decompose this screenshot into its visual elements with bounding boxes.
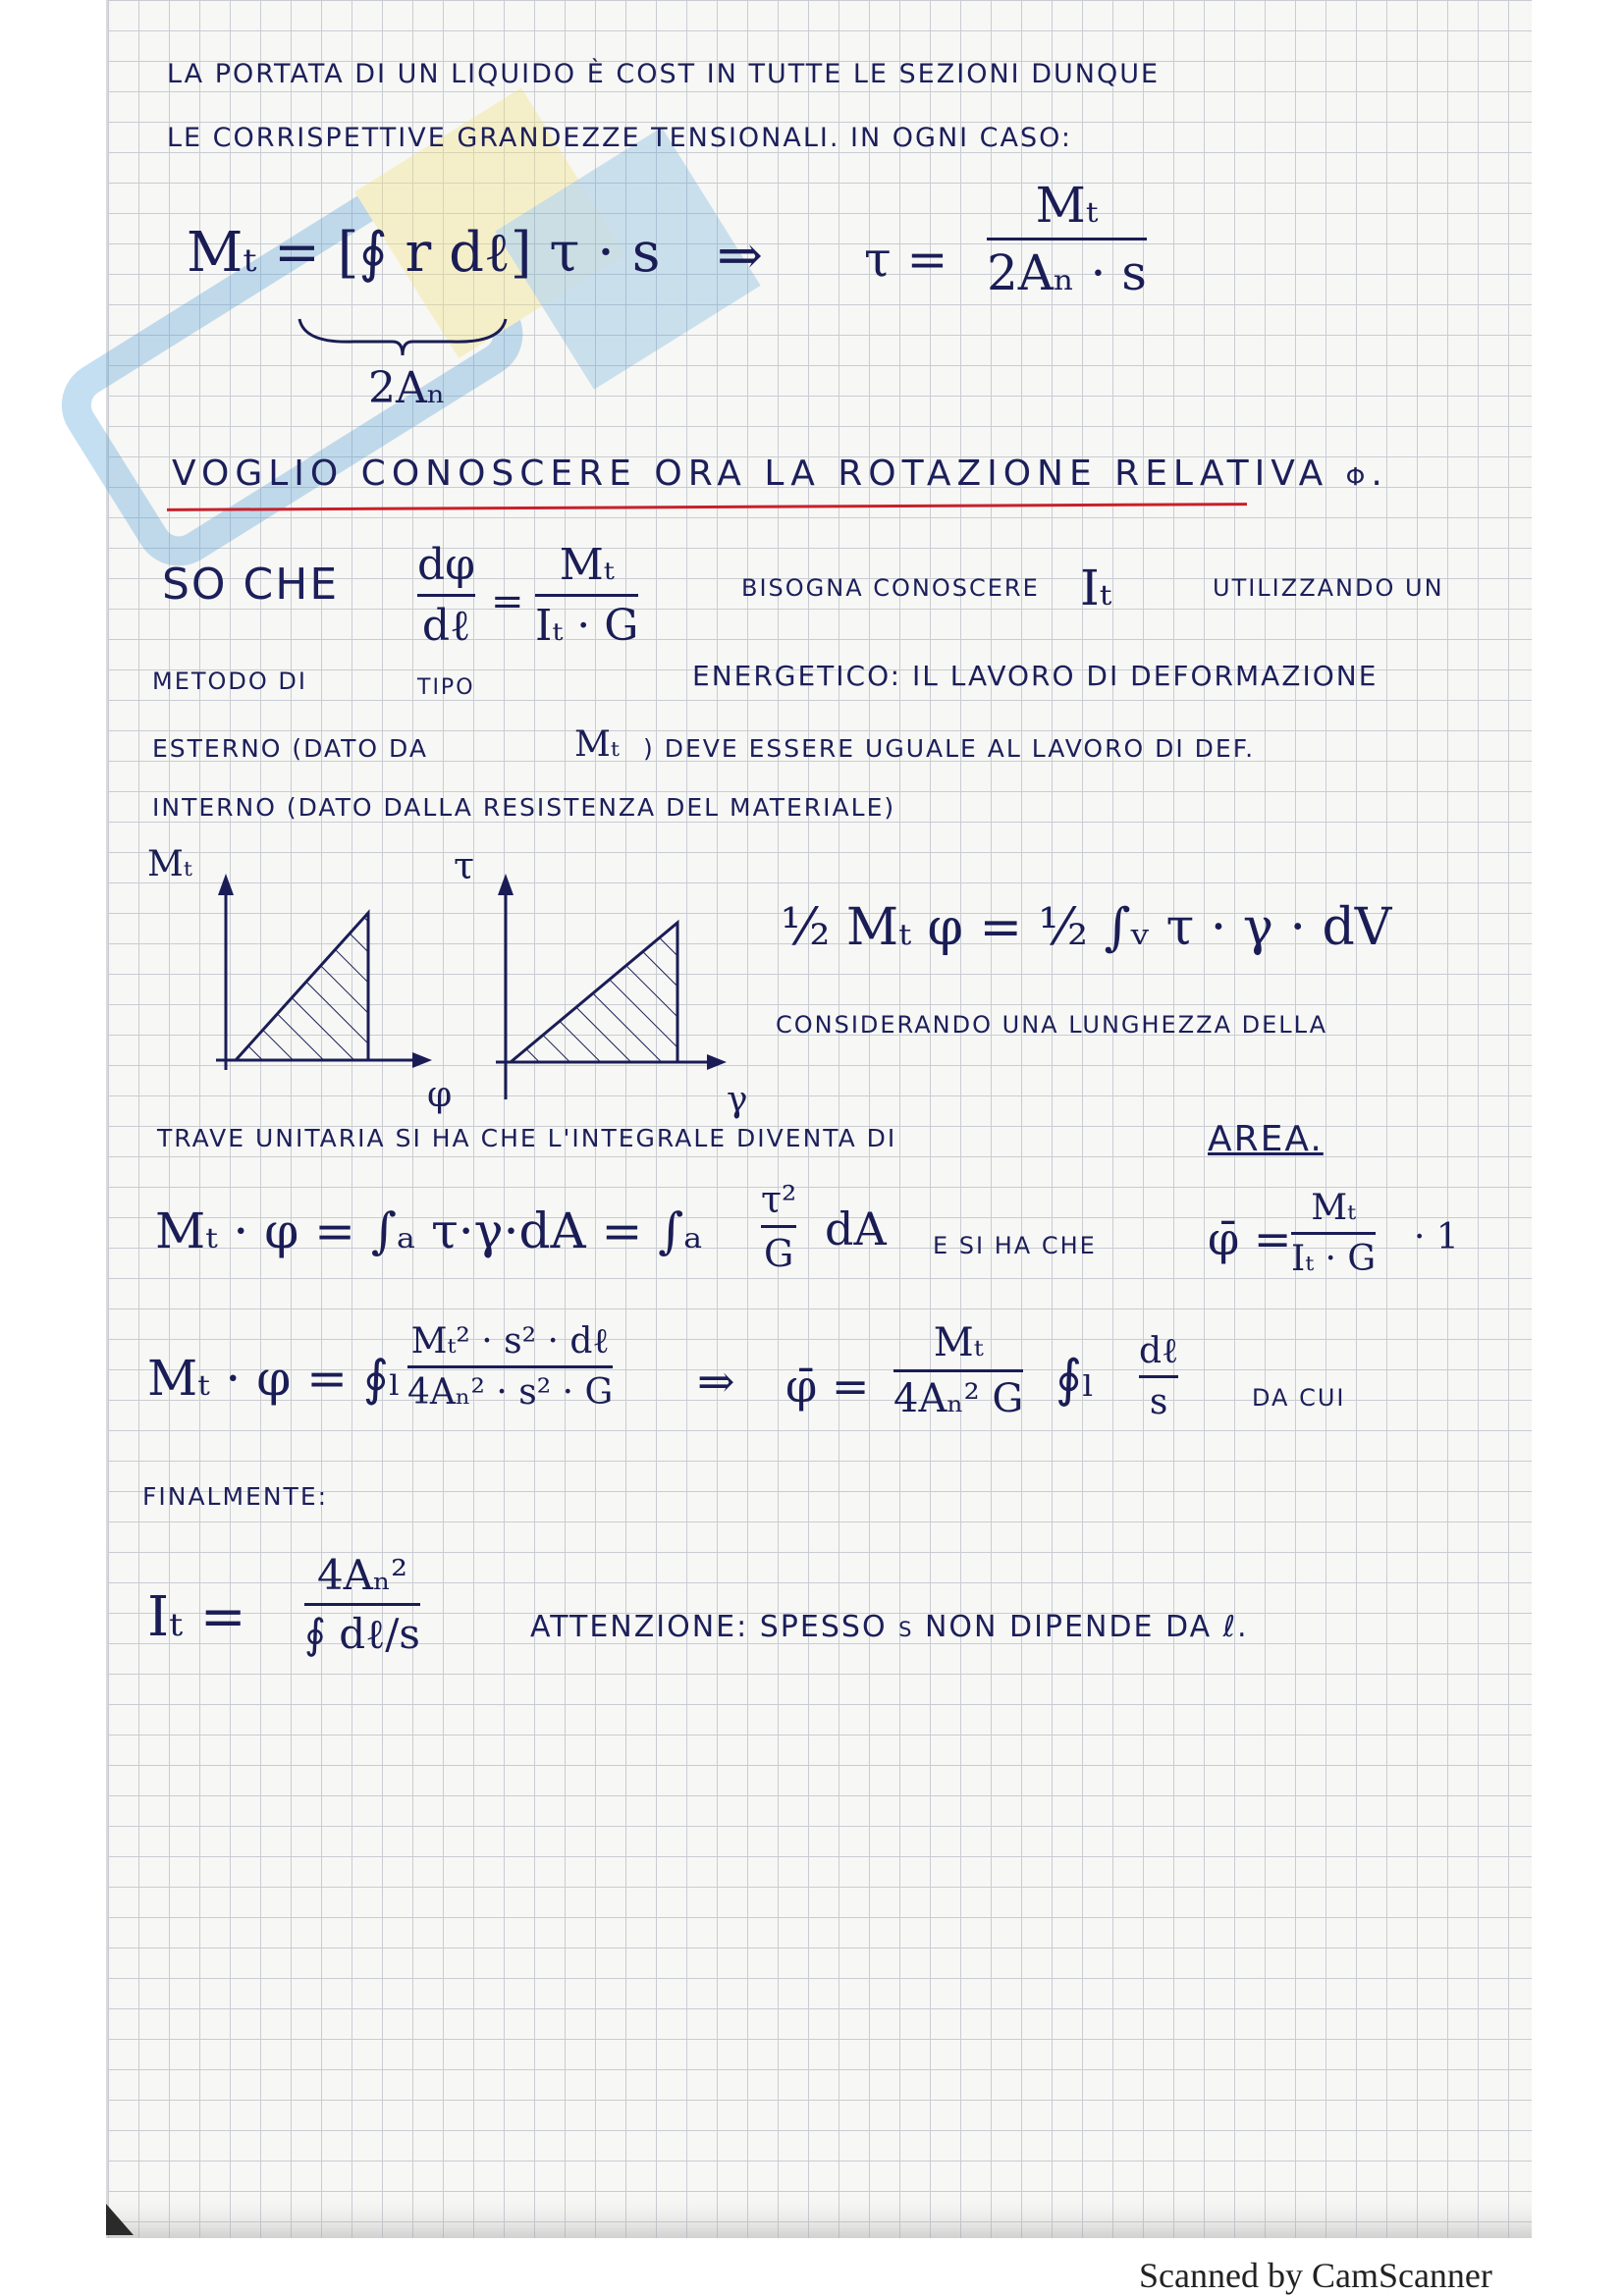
tau-squared: τ² xyxy=(761,1178,797,1221)
energy-equation: ½ Mₜ φ = ½ ∫ᵥ τ · γ · dV xyxy=(781,898,1392,957)
implies-arrow: ⇒ xyxy=(717,224,763,288)
bisogna-text: BISOGNA CONOSCERE xyxy=(741,574,1040,602)
esterno-text: ESTERNO (DATO DA xyxy=(152,734,428,763)
e-si-ha-text: E SI HA CHE xyxy=(933,1232,1097,1259)
it-fraction xyxy=(304,1551,420,1659)
dl-over-s xyxy=(1139,1330,1178,1422)
right-y-label: τ xyxy=(454,844,475,887)
energetico-text: ENERGETICO: IL LAVORO DI DEFORMAZIONE xyxy=(692,660,1379,692)
metodo-text: METODO DI xyxy=(152,667,307,695)
tau-denominator: 2Aₙ · s xyxy=(987,244,1147,301)
area-equation: Mₜ · φ = ∫ₐ τ·γ·dA = ∫ₐ xyxy=(155,1202,703,1259)
line-integral-equation: Mₜ · φ = ∮ₗ xyxy=(147,1350,402,1407)
tau-numerator: Mₜ xyxy=(1035,177,1099,234)
phibar-den: Iₜ · G xyxy=(1291,1239,1377,1279)
page-corner xyxy=(106,2204,134,2235)
text-line-1: LA PORTATA DI UN LIQUIDO È COST IN TUTTE LE SEZIONI DUNQUE xyxy=(167,59,1161,89)
phibar-times-one: · 1 xyxy=(1414,1217,1459,1257)
phibar-num: Mₜ xyxy=(1311,1188,1356,1228)
line-integrand-num: Mₜ² · s² · dℓ xyxy=(410,1321,610,1362)
text-line-2: LE CORRISPETTIVE GRANDEZZE TENSIONALI. IN OGNI CASO: xyxy=(167,123,1073,153)
tau-fraction xyxy=(987,177,1147,301)
right-x-label: γ xyxy=(727,1080,748,1120)
torque-equation: Mₜ = [∮ r dℓ] τ · s xyxy=(187,221,661,285)
considerando-text: CONSIDERANDO UNA LUNGHEZZA DELLA xyxy=(776,1011,1327,1039)
dl: dℓ xyxy=(421,601,471,651)
s-den: s xyxy=(1149,1382,1168,1422)
g-den: G xyxy=(763,1232,794,1275)
left-y-label: Mₜ xyxy=(147,844,192,884)
tipo-text: TIPO xyxy=(417,675,475,700)
so-che-label: SO CHE xyxy=(162,560,340,610)
utilizzando-text: UTILIZZANDO UN xyxy=(1213,574,1444,602)
underbrace-label: 2Aₙ xyxy=(368,363,446,413)
dphi-dl-fraction xyxy=(417,540,475,651)
section-title: VOGLIO CONOSCERE ORA LA ROTAZIONE RELATIVA φ. xyxy=(172,454,1388,494)
phibar2-num: Mₜ xyxy=(933,1320,984,1365)
tau2-over-g xyxy=(761,1178,796,1275)
da-cui-text: DA CUI xyxy=(1252,1384,1346,1412)
underbrace xyxy=(295,314,511,358)
it-den: ∮ dℓ/s xyxy=(304,1610,420,1658)
esterno-text-2: ) DEVE ESSERE UGUALE AL LAVORO DI DEF. xyxy=(643,734,1256,763)
dA-term: dA xyxy=(825,1202,887,1255)
phibar2-den: 4Aₙ² G xyxy=(893,1376,1024,1421)
line-integrand-den: 4Aₙ² · s² · G xyxy=(407,1372,614,1413)
implies-arrow-2: ⇒ xyxy=(697,1355,735,1408)
tau-lhs: τ = xyxy=(864,231,948,288)
interno-text: INTERNO (DATO DALLA RESISTENZA DEL MATERIALE) xyxy=(152,793,896,822)
trave-text: TRAVE UNITARIA SI HA CHE L'INTEGRALE DIVENTA DI xyxy=(157,1124,897,1152)
finalmente-text: FINALMENTE: xyxy=(142,1482,329,1511)
attenzione-text: ATTENZIONE: SPESSO s NON DIPENDE DA ℓ. xyxy=(530,1610,1249,1644)
itg-den: Iₜ · G xyxy=(535,601,639,651)
scanner-footer: Scanned by CamScanner xyxy=(1139,2256,1492,2295)
phibar-fraction-2 xyxy=(893,1320,1023,1421)
phibar-lhs-2: φ̄ = xyxy=(785,1360,870,1413)
mt-num: Mₜ xyxy=(559,540,615,590)
it-lhs: Iₜ = xyxy=(147,1585,246,1649)
equals-sign: = xyxy=(491,579,524,624)
phibar-lhs: φ̄ = xyxy=(1208,1212,1292,1265)
area-word: AREA. xyxy=(1208,1119,1324,1159)
it-num: 4Aₙ² xyxy=(316,1551,407,1599)
left-x-label: φ xyxy=(427,1075,453,1115)
line-integrand-fraction xyxy=(407,1320,613,1413)
mt-symbol: Mₜ xyxy=(574,724,620,765)
closed-integral: ∮ₗ xyxy=(1055,1350,1095,1409)
it-symbol: Iₜ xyxy=(1080,560,1112,616)
mt-itg-fraction xyxy=(535,540,638,651)
dphi: dφ xyxy=(417,540,475,590)
dl-num: dℓ xyxy=(1139,1331,1179,1371)
phibar-fraction xyxy=(1291,1188,1376,1279)
